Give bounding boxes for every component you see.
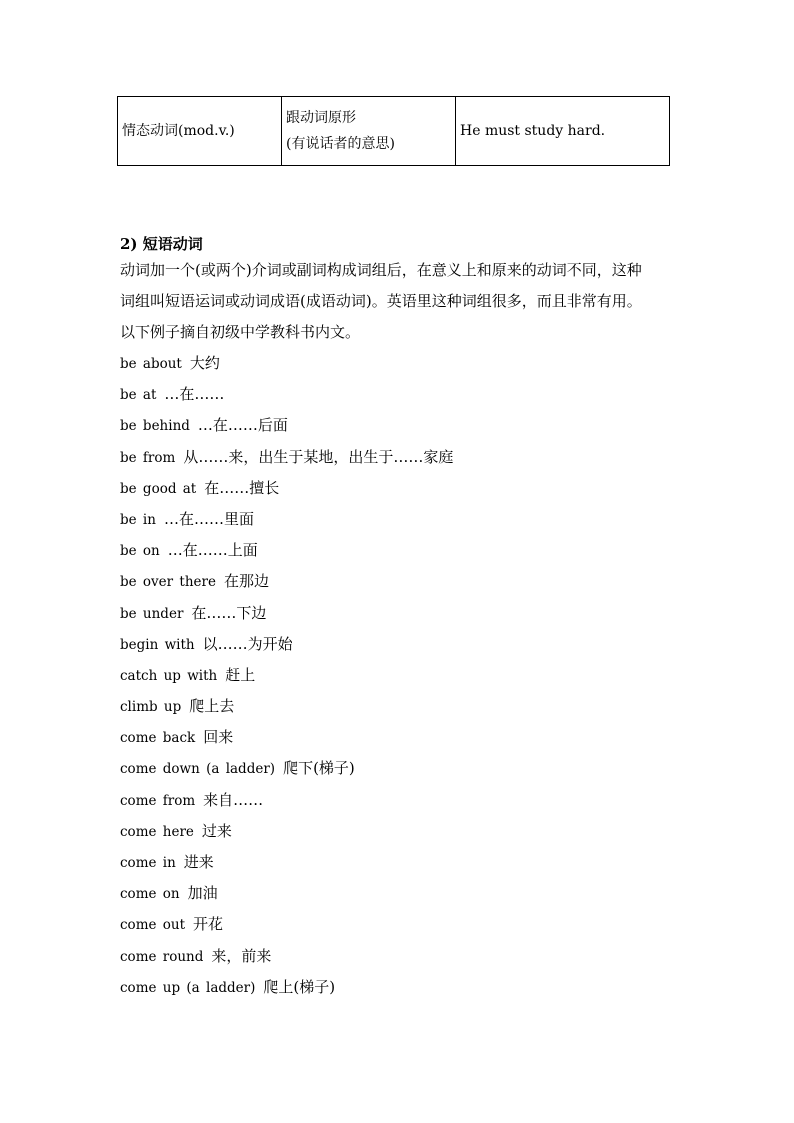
phrase-english: be in	[120, 511, 156, 528]
list-item	[120, 504, 680, 535]
table-cell-example	[456, 97, 670, 166]
phrase-chinese: 爬上(梯子)	[263, 977, 336, 996]
phrase-chinese: 爬上去	[189, 697, 235, 716]
phrase-chinese: 以……为开始	[202, 634, 293, 653]
list-item	[120, 660, 680, 691]
phrase-chinese: …在……	[164, 385, 225, 404]
phrase-chinese: 回来	[203, 728, 234, 747]
list-item	[120, 379, 680, 410]
table-cell-rule	[282, 97, 456, 166]
phrase-english: be on	[120, 543, 160, 560]
phrase-english: be about	[120, 356, 182, 372]
phrase-chinese: 过来	[201, 821, 232, 840]
intro-line: 动词加一个(或两个)介词或副词构成词组后，在意义上和原来的动词不同，这种	[120, 261, 642, 279]
grammar-table	[117, 96, 670, 166]
phrase-chinese: …在……上面	[167, 541, 258, 560]
list-item	[120, 691, 680, 722]
phrase-english: be behind	[120, 418, 190, 435]
phrase-chinese: 赶上	[225, 665, 256, 684]
phrase-chinese: …在……里面	[163, 509, 254, 528]
phrase-chinese: 在……下边	[191, 603, 267, 622]
verb-type-text: 情态动词(mod.v.)	[122, 123, 235, 139]
phrase-english: be from	[120, 449, 176, 466]
list-item	[120, 566, 680, 597]
phrase-chinese: 在……擅长	[204, 478, 280, 497]
list-item	[120, 535, 680, 566]
phrase-chinese: 来，前来	[211, 946, 272, 965]
rule-line-2: (有说话者的意思)	[286, 136, 395, 152]
phrase-english: be over there	[120, 574, 216, 591]
list-item	[120, 722, 680, 753]
phrase-english: come from	[120, 792, 196, 809]
phrase-chinese: 开花	[193, 915, 224, 934]
phrase-chinese: 进来	[183, 853, 214, 871]
rule-line-1: 跟动词原形	[286, 110, 356, 126]
phrasal-verbs-section	[120, 233, 680, 1003]
list-item	[120, 473, 680, 504]
phrase-english: be good at	[120, 480, 197, 497]
phrase-chinese: 加油	[187, 884, 218, 903]
table-cell-type	[118, 97, 282, 166]
phrase-chinese: 在那边	[223, 572, 269, 591]
example-sentence: He must study hard.	[460, 123, 606, 139]
intro-line: 词组叫短语运词或动词成语(成语动词)。英语里这种词组很多，而且非常有用。	[120, 292, 642, 310]
list-item	[120, 878, 680, 909]
list-item	[120, 941, 680, 972]
phrase-chinese: 爬下(梯子)	[283, 759, 355, 778]
phrase-list	[120, 348, 680, 1003]
phrase-english: come on	[120, 886, 180, 903]
phrase-english: come round	[120, 948, 204, 965]
list-item	[120, 629, 680, 660]
phrase-english: come down (a ladder)	[120, 761, 276, 778]
phrase-english: come out	[120, 917, 186, 934]
phrase-chinese: 从……来，出生于某地，出生于……家庭	[183, 447, 454, 466]
list-item	[120, 410, 680, 441]
list-item	[120, 785, 680, 816]
list-item	[120, 442, 680, 473]
list-item	[120, 816, 680, 847]
phrase-chinese: 大约	[189, 354, 220, 372]
intro-line: 以下例子摘自初级中学教科书内文。	[120, 323, 361, 341]
phrase-chinese: …在……后面	[197, 416, 288, 435]
phrase-english: be at	[120, 387, 157, 404]
phrase-english: begin with	[120, 636, 195, 653]
phrase-chinese: 来自……	[203, 790, 264, 809]
phrase-english: climb up	[120, 699, 182, 716]
list-item	[120, 598, 680, 629]
list-item	[120, 753, 680, 784]
phrase-english: catch up with	[120, 667, 218, 684]
phrase-english: come in	[120, 855, 176, 871]
list-item	[120, 909, 680, 940]
phrase-english: be under	[120, 605, 184, 622]
list-item	[120, 348, 680, 379]
table-row	[118, 97, 670, 166]
phrase-english: come here	[120, 823, 194, 840]
list-item	[120, 972, 680, 1003]
intro-paragraph	[120, 255, 680, 348]
phrase-english: come back	[120, 730, 196, 747]
list-item	[120, 847, 680, 878]
phrase-english: come up (a ladder)	[120, 979, 256, 996]
section-heading: 2) 短语动词	[120, 235, 203, 253]
